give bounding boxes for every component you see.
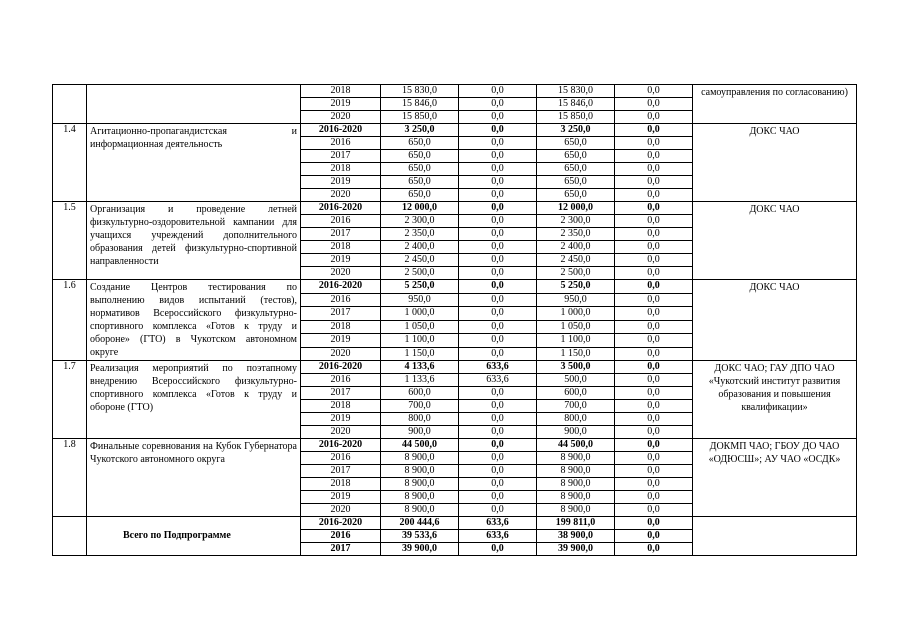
table-body [53, 85, 857, 556]
year-cell: 2016-2020 [301, 202, 381, 215]
total-cell: 15 846,0 [381, 98, 459, 111]
other-cell: 0,0 [615, 439, 693, 452]
total-cell: 600,0 [381, 387, 459, 400]
other-cell: 0,0 [615, 400, 693, 413]
executor-cell: ДОКС ЧАО [693, 202, 857, 280]
table-row [53, 280, 857, 294]
year-cell: 2019 [301, 491, 381, 504]
total-cell: 1 000,0 [381, 307, 459, 321]
federal-cell: 0,0 [459, 478, 537, 491]
total-cell: 650,0 [381, 150, 459, 163]
regional-cell: 1 050,0 [537, 320, 615, 334]
table-row [53, 124, 857, 137]
federal-cell: 0,0 [459, 202, 537, 215]
regional-cell: 38 900,0 [537, 530, 615, 543]
executor-cell: самоуправления по согласованию) [693, 85, 857, 124]
total-cell: 3 250,0 [381, 124, 459, 137]
year-cell: 2016-2020 [301, 439, 381, 452]
other-cell: 0,0 [615, 334, 693, 348]
federal-cell: 0,0 [459, 267, 537, 280]
other-cell: 0,0 [615, 163, 693, 176]
other-cell: 0,0 [615, 543, 693, 556]
total-cell: 800,0 [381, 413, 459, 426]
total-cell: 8 900,0 [381, 491, 459, 504]
total-label: Всего по Подпрограмме [87, 517, 301, 556]
year-cell: 2016-2020 [301, 124, 381, 137]
table-row [53, 85, 857, 98]
regional-cell: 15 830,0 [537, 85, 615, 98]
other-cell: 0,0 [615, 504, 693, 517]
federal-cell: 0,0 [459, 334, 537, 348]
other-cell: 0,0 [615, 241, 693, 254]
year-cell: 2017 [301, 543, 381, 556]
regional-cell: 1 000,0 [537, 307, 615, 321]
federal-cell: 0,0 [459, 347, 537, 361]
total-cell: 650,0 [381, 176, 459, 189]
year-cell: 2016 [301, 137, 381, 150]
other-cell: 0,0 [615, 452, 693, 465]
total-cell: 950,0 [381, 293, 459, 307]
federal-cell: 0,0 [459, 307, 537, 321]
other-cell: 0,0 [615, 267, 693, 280]
total-cell: 44 500,0 [381, 439, 459, 452]
regional-cell: 8 900,0 [537, 478, 615, 491]
executor-cell: ДОКС ЧАО [693, 124, 857, 202]
total-cell: 1 050,0 [381, 320, 459, 334]
total-cell: 2 450,0 [381, 254, 459, 267]
regional-cell: 3 500,0 [537, 361, 615, 374]
year-cell: 2017 [301, 307, 381, 321]
other-cell: 0,0 [615, 280, 693, 294]
regional-cell: 1 100,0 [537, 334, 615, 348]
federal-cell: 0,0 [459, 85, 537, 98]
regional-cell: 650,0 [537, 176, 615, 189]
regional-cell: 15 850,0 [537, 111, 615, 124]
federal-cell: 0,0 [459, 452, 537, 465]
index-cell: 1.8 [53, 439, 87, 517]
federal-cell: 0,0 [459, 293, 537, 307]
other-cell: 0,0 [615, 374, 693, 387]
federal-cell: 0,0 [459, 137, 537, 150]
other-cell: 0,0 [615, 517, 693, 530]
index-cell: 1.4 [53, 124, 87, 202]
table-row [53, 361, 857, 374]
year-cell: 2019 [301, 254, 381, 267]
name-cell: Создание Центров тестирования по выполнению видов испытаний (тестов), нормативов Всероссийского физкультурно-спортивного комплекса «Готов к труду и обороне» (ГТО) в Чукотском автономном округе [87, 280, 301, 361]
total-cell: 8 900,0 [381, 452, 459, 465]
year-cell: 2020 [301, 426, 381, 439]
year-cell: 2019 [301, 413, 381, 426]
total-cell: 15 850,0 [381, 111, 459, 124]
year-cell: 2019 [301, 176, 381, 189]
regional-cell: 2 500,0 [537, 267, 615, 280]
regional-cell: 8 900,0 [537, 504, 615, 517]
federal-cell: 0,0 [459, 491, 537, 504]
total-cell: 15 830,0 [381, 85, 459, 98]
total-cell: 900,0 [381, 426, 459, 439]
budget-table [52, 84, 857, 556]
year-cell: 2020 [301, 504, 381, 517]
regional-cell: 900,0 [537, 426, 615, 439]
other-cell: 0,0 [615, 137, 693, 150]
federal-cell: 0,0 [459, 280, 537, 294]
other-cell: 0,0 [615, 124, 693, 137]
other-cell: 0,0 [615, 111, 693, 124]
total-cell: 39 900,0 [381, 543, 459, 556]
total-cell: 8 900,0 [381, 465, 459, 478]
year-cell: 2020 [301, 111, 381, 124]
federal-cell: 0,0 [459, 439, 537, 452]
federal-cell: 0,0 [459, 215, 537, 228]
federal-cell: 0,0 [459, 228, 537, 241]
regional-cell: 1 150,0 [537, 347, 615, 361]
year-cell: 2020 [301, 267, 381, 280]
federal-cell: 0,0 [459, 124, 537, 137]
federal-cell: 0,0 [459, 413, 537, 426]
other-cell: 0,0 [615, 426, 693, 439]
other-cell: 0,0 [615, 98, 693, 111]
year-cell: 2018 [301, 478, 381, 491]
other-cell: 0,0 [615, 320, 693, 334]
total-cell: 200 444,6 [381, 517, 459, 530]
other-cell: 0,0 [615, 307, 693, 321]
executor-cell: ДОКС ЧАО; ГАУ ДПО ЧАО «Чукотский институт развития образования и повышения квалификации» [693, 361, 857, 439]
executor-cell: ДОКС ЧАО [693, 280, 857, 361]
regional-cell: 15 846,0 [537, 98, 615, 111]
other-cell: 0,0 [615, 413, 693, 426]
federal-cell: 0,0 [459, 189, 537, 202]
other-cell: 0,0 [615, 387, 693, 400]
year-cell: 2016 [301, 374, 381, 387]
total-cell: 8 900,0 [381, 478, 459, 491]
federal-cell: 633,6 [459, 530, 537, 543]
federal-cell: 0,0 [459, 98, 537, 111]
federal-cell: 0,0 [459, 465, 537, 478]
total-cell: 4 133,6 [381, 361, 459, 374]
year-cell: 2019 [301, 98, 381, 111]
year-cell: 2016 [301, 215, 381, 228]
table-row [53, 202, 857, 215]
regional-cell: 3 250,0 [537, 124, 615, 137]
regional-cell: 800,0 [537, 413, 615, 426]
total-cell: 39 533,6 [381, 530, 459, 543]
index-cell: 1.7 [53, 361, 87, 439]
other-cell: 0,0 [615, 85, 693, 98]
federal-cell: 0,0 [459, 504, 537, 517]
regional-cell: 950,0 [537, 293, 615, 307]
name-cell: Финальные соревнования на Кубок Губернатора Чукотского автономного округа [87, 439, 301, 517]
total-cell: 1 100,0 [381, 334, 459, 348]
other-cell: 0,0 [615, 347, 693, 361]
regional-cell: 500,0 [537, 374, 615, 387]
year-cell: 2018 [301, 241, 381, 254]
regional-cell: 2 300,0 [537, 215, 615, 228]
federal-cell: 0,0 [459, 320, 537, 334]
year-cell: 2016-2020 [301, 517, 381, 530]
regional-cell: 600,0 [537, 387, 615, 400]
year-cell: 2017 [301, 387, 381, 400]
name-cell: Агитационно-пропагандистская и информационная деятельность [87, 124, 301, 202]
year-cell: 2018 [301, 163, 381, 176]
regional-cell: 5 250,0 [537, 280, 615, 294]
regional-cell: 44 500,0 [537, 439, 615, 452]
name-cell [87, 85, 301, 124]
total-cell: 5 250,0 [381, 280, 459, 294]
year-cell: 2016 [301, 530, 381, 543]
executor-cell [693, 517, 857, 556]
year-cell: 2016-2020 [301, 361, 381, 374]
federal-cell: 633,6 [459, 517, 537, 530]
name-cell: Реализация мероприятий по поэтапному внедрению Всероссийского физкультурно-спортивного комплекса «Готов к труду и обороне (ГТО) [87, 361, 301, 439]
total-cell: 2 300,0 [381, 215, 459, 228]
year-cell: 2018 [301, 320, 381, 334]
regional-cell: 2 400,0 [537, 241, 615, 254]
year-cell: 2016-2020 [301, 280, 381, 294]
other-cell: 0,0 [615, 150, 693, 163]
other-cell: 0,0 [615, 361, 693, 374]
other-cell: 0,0 [615, 478, 693, 491]
total-row [53, 517, 857, 530]
index-cell: 1.6 [53, 280, 87, 361]
federal-cell: 0,0 [459, 254, 537, 267]
year-cell: 2016 [301, 293, 381, 307]
total-cell: 650,0 [381, 189, 459, 202]
year-cell: 2017 [301, 228, 381, 241]
year-cell: 2020 [301, 347, 381, 361]
regional-cell: 8 900,0 [537, 491, 615, 504]
total-cell: 2 400,0 [381, 241, 459, 254]
total-cell: 650,0 [381, 163, 459, 176]
total-cell: 2 500,0 [381, 267, 459, 280]
federal-cell: 0,0 [459, 426, 537, 439]
index-cell [53, 85, 87, 124]
regional-cell: 700,0 [537, 400, 615, 413]
other-cell: 0,0 [615, 254, 693, 267]
federal-cell: 0,0 [459, 163, 537, 176]
federal-cell: 0,0 [459, 150, 537, 163]
regional-cell: 650,0 [537, 137, 615, 150]
year-cell: 2016 [301, 452, 381, 465]
total-cell: 700,0 [381, 400, 459, 413]
regional-cell: 650,0 [537, 150, 615, 163]
total-cell: 1 133,6 [381, 374, 459, 387]
other-cell: 0,0 [615, 228, 693, 241]
federal-cell: 0,0 [459, 241, 537, 254]
regional-cell: 39 900,0 [537, 543, 615, 556]
regional-cell: 650,0 [537, 163, 615, 176]
name-cell: Организация и проведение летней физкультурно-оздоровительной кампании для учащихся учреждений дополнительного образования детей физкультурно-спортивной направленности [87, 202, 301, 280]
federal-cell: 633,6 [459, 361, 537, 374]
other-cell: 0,0 [615, 530, 693, 543]
regional-cell: 12 000,0 [537, 202, 615, 215]
federal-cell: 0,0 [459, 111, 537, 124]
other-cell: 0,0 [615, 215, 693, 228]
executor-cell: ДОКМП ЧАО; ГБОУ ДО ЧАО «ОДЮСШ»; АУ ЧАО «ОСДК» [693, 439, 857, 517]
other-cell: 0,0 [615, 293, 693, 307]
regional-cell: 2 450,0 [537, 254, 615, 267]
other-cell: 0,0 [615, 189, 693, 202]
federal-cell: 0,0 [459, 387, 537, 400]
federal-cell: 0,0 [459, 176, 537, 189]
year-cell: 2017 [301, 150, 381, 163]
federal-cell: 0,0 [459, 400, 537, 413]
regional-cell: 2 350,0 [537, 228, 615, 241]
year-cell: 2018 [301, 400, 381, 413]
regional-cell: 8 900,0 [537, 465, 615, 478]
other-cell: 0,0 [615, 465, 693, 478]
table-row [53, 439, 857, 452]
regional-cell: 8 900,0 [537, 452, 615, 465]
total-cell: 8 900,0 [381, 504, 459, 517]
total-cell: 2 350,0 [381, 228, 459, 241]
total-cell: 650,0 [381, 137, 459, 150]
other-cell: 0,0 [615, 202, 693, 215]
year-cell: 2020 [301, 189, 381, 202]
total-cell: 12 000,0 [381, 202, 459, 215]
regional-cell: 199 811,0 [537, 517, 615, 530]
other-cell: 0,0 [615, 176, 693, 189]
federal-cell: 0,0 [459, 543, 537, 556]
year-cell: 2018 [301, 85, 381, 98]
total-cell: 1 150,0 [381, 347, 459, 361]
regional-cell: 650,0 [537, 189, 615, 202]
other-cell: 0,0 [615, 491, 693, 504]
year-cell: 2017 [301, 465, 381, 478]
year-cell: 2019 [301, 334, 381, 348]
federal-cell: 633,6 [459, 374, 537, 387]
index-cell: 1.5 [53, 202, 87, 280]
index-cell [53, 517, 87, 556]
